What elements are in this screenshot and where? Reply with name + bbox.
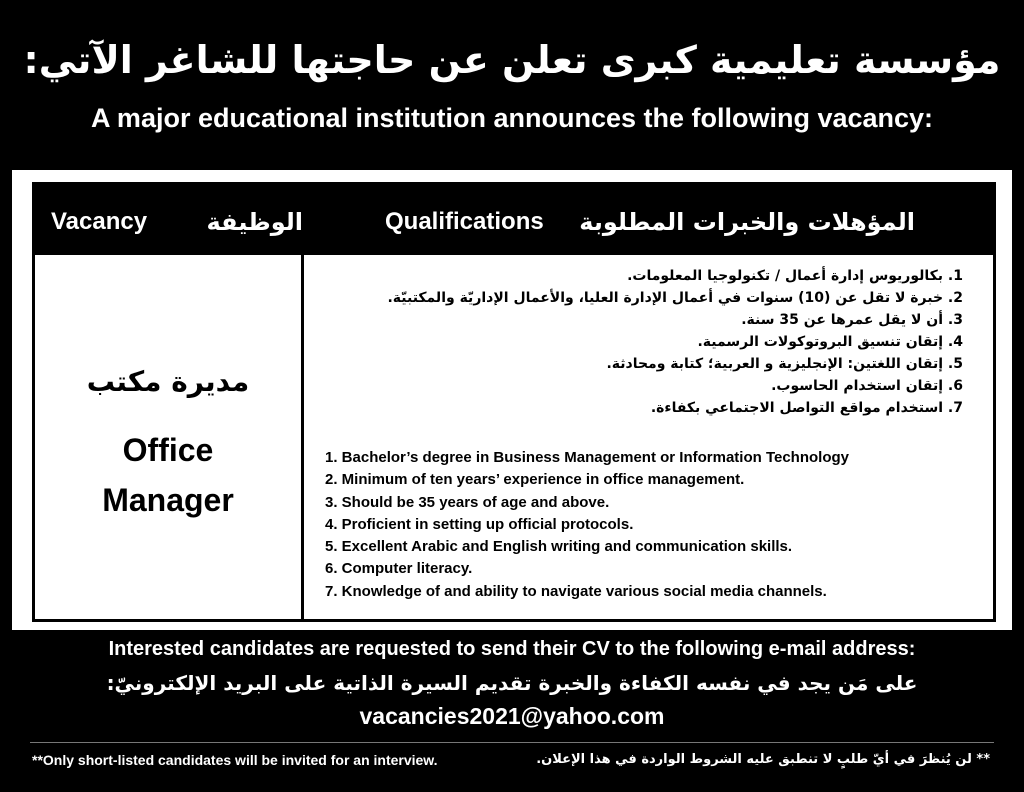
qualification-item-arabic: 3. أن لا يقل عمرها عن 35 سنة.: [741, 312, 963, 328]
qualification-item-english: 5. Excellent Arabic and English writing and communication skills.: [325, 538, 793, 556]
qualification-item-english: 3. Should be 35 years of age and above.: [325, 493, 610, 511]
shortlist-note-english: **Only short-listed candidates will be invited for an interview.: [32, 752, 438, 768]
shortlist-note-arabic: ** لن يُنظرَ في أيّ طلبٍ لا تنطبق عليه الشروط الواردة في هذا الإعلان.: [536, 752, 990, 767]
qualifications-column-header: [385, 207, 915, 237]
qualification-item-english: 1. Bachelor’s degree in Business Management or Information Technology: [325, 449, 849, 466]
qualification-item-arabic: 4. إتقان تنسيق البروتوكولات الرسمية.: [697, 334, 963, 350]
contact-email: vacancies2021@yahoo.com: [359, 703, 665, 729]
qualifications-list-english: [325, 447, 965, 603]
vacancy-label-english: Vacancy: [51, 208, 148, 235]
column-divider: [301, 255, 304, 619]
vacancy-panel: [12, 170, 1012, 630]
application-instruction-english: Interested candidates are requested to send their CV to the following e-mail address:: [108, 638, 916, 660]
vacancy-column-header: [51, 207, 303, 237]
qualification-item-arabic: 6. إتقان استخدام الحاسوب.: [771, 378, 963, 394]
qualifications-list-arabic: [335, 265, 963, 419]
footer-divider: [30, 742, 994, 743]
qualifications-label-english: Qualifications: [385, 208, 544, 235]
table-header: [35, 185, 993, 255]
vacancy-label-arabic: الوظيفة: [206, 208, 303, 236]
qualification-item-arabic: 2. خبرة لا تقل عن (10) سنوات في أعمال الإدارة العليا، والأعمال الإداريّة والمكتبيّة.: [387, 290, 963, 306]
vacancy-title-english: [35, 425, 301, 525]
qualifications-label-arabic: المؤهلات والخبرات المطلوبة: [579, 208, 915, 236]
qualification-item-english: 2. Minimum of ten years’ experience in office management.: [325, 471, 745, 489]
header-title-arabic: مؤسسة تعليمية كبرى تعلن عن حاجتها للشاغر الآتي:: [23, 38, 1001, 82]
vacancy-title-arabic: مديرة مكتب: [86, 365, 250, 398]
qualification-item-arabic: 5. إتقان اللغتين: الإنجليزية و العربية؛ كتابة ومحادثة.: [606, 356, 963, 372]
qualification-item-english: 7. Knowledge of and ability to navigate various social media channels.: [325, 582, 827, 600]
qualification-item-english: 6. Computer literacy.: [325, 560, 473, 578]
qualification-item-arabic: 1. بكالوريوس إدارة أعمال / تكنولوجيا المعلومات.: [627, 268, 963, 284]
vacancy-title-line: Manager: [102, 482, 234, 518]
vacancy-table: [32, 182, 996, 622]
qualification-item-arabic: 7. استخدام مواقع التواصل الاجتماعي بكفاءة.: [650, 400, 963, 416]
vacancy-title-line: Office: [122, 432, 214, 468]
application-instruction-arabic: على مَن يجد في نفسه الكفاءة والخبرة تقديم السيرة الذاتية على البريد الإلكترونيّ:: [106, 671, 918, 695]
header-title-english: A major educational institution announces the following vacancy:: [90, 103, 934, 133]
qualification-item-english: 4. Proficient in setting up official protocols.: [325, 515, 634, 533]
